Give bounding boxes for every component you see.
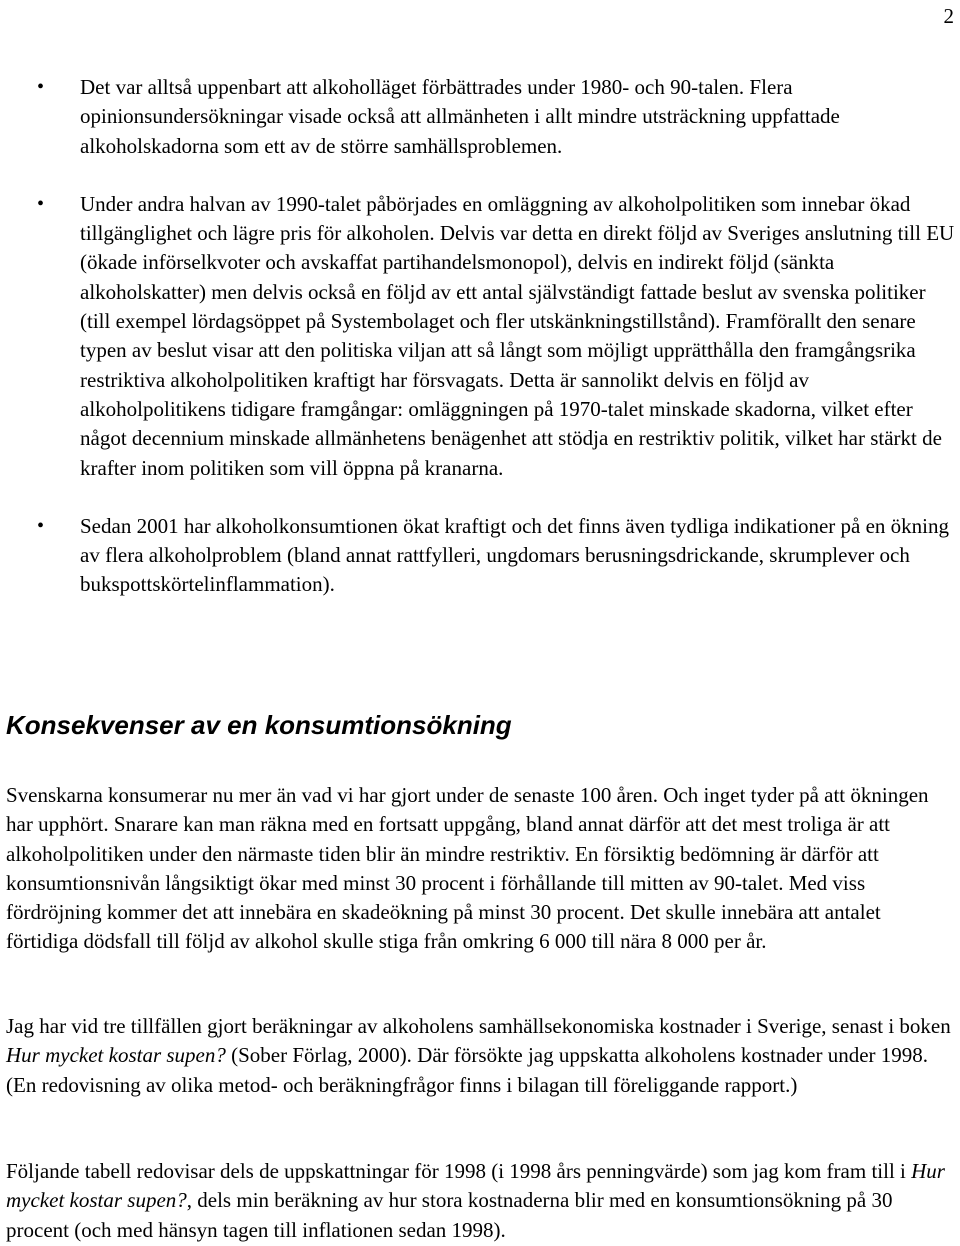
bullet-icon: • <box>37 76 45 98</box>
paragraph-calculations-text-after: (Sober Förlag, 2000). Där försökte jag uppskatta alkoholens kostnader under 1998. (En redovisning av olika metod- och beräkningfrågor finns i bilagan till föreliggande rapport.) <box>6 1043 929 1097</box>
bullet-icon: • <box>37 514 45 537</box>
book-title: Hur mycket kostar supen? <box>6 1159 945 1213</box>
paragraph-calculations <box>6 1012 956 1100</box>
bullet-text-1: Det var alltså uppenbart att alkoholläget förbättrades under 1980- och 90-talen. Flera opinionsundersökningar visade också att allmänheten i allt mindre utsträckning uppfattade alkoholskadorna som ett av de större samhällsproblemen. <box>80 75 840 158</box>
paragraph-table-intro-text-before: Följande tabell redovisar dels de uppskattningar för 1998 (i 1998 års penningvärde) som jag kom fram till i <box>6 1159 912 1183</box>
bullet-item-3 <box>0 512 960 600</box>
book-title: Hur mycket kostar supen? <box>6 1043 226 1068</box>
bullet-text-2: Under andra halvan av 1990-talet påbörjades en omläggning av alkoholpolitiken som innebar ökad tillgänglighet och lägre pris för alkoholen. Delvis var detta en direkt följd av Sveriges anslutning till EU (ökade införselkvoter och avskaffat partihandelsmonopol), delvis en indirekt följd (sänkta alkoholskatter) men delvis också en följd av ett antal självständigt fattade beslut av svenska politiker (till exempel lördagsöppet på Systembolaget och fler utskänkningstillstånd). Framförallt den senare typen av beslut visar att den politiska viljan att så långt som möjligt upprätthålla den framgångsrika restriktiva alkoholpolitiken kraftigt har försvagats. Detta är sannolikt delvis en följd av alkoholpolitikens tidigare framgångar: omläggningen på 1970-talet minskade skadorna, vilket efter något decennium minskade allmänhetens benägenhet att stödja en restriktiv politik, vilket har stärkt de krafter inom politiken som vill öppna på kranarna. <box>80 191 955 480</box>
paragraph-calculations-text-before: Jag har vid tre tillfällen gjort beräkningar av alkoholens samhällsekonomiska kostnader i Sverige, senast i boken <box>6 1014 951 1038</box>
paragraph-table-intro-text-after: , dels min beräkning av hur stora kostnaderna blir med en konsumtionsökning på 30 procent (och med hänsyn tagen till inflationen sedan 1998). <box>6 1188 893 1242</box>
paragraph-table-intro <box>6 1157 956 1245</box>
section-heading: Konsekvenser av en konsumtionsökning <box>6 710 512 740</box>
paragraph-consumption: Svenskarna konsumerar nu mer än vad vi har gjort under de senaste 100 åren. Och inget tyder på att ökningen har upphört. Snarare kan man räkna med en fortsatt uppgång, bland annat därför att det mest troliga är att alkoholpolitiken under den närmaste tiden blir än mindre restriktiv. En försiktig bedömning är därför att konsumtionsnivån långsiktigt ökar med minst 30 procent i förhållande till mitten av 90-talet. Med viss fördröjning kommer det att innebära en skadeökning på minst 30 procent. Det skulle innebära att antalet förtidiga dödsfall till följd av alkohol skulle stiga från omkring 6 000 till nära 8 000 per år. <box>6 783 929 954</box>
page-number: 2 <box>943 4 954 28</box>
bullet-list <box>0 73 960 600</box>
bullet-icon: • <box>37 192 45 215</box>
bullet-text-3: Sedan 2001 har alkoholkonsumtionen ökat kraftigt och det finns även tydliga indikationer på en ökning av flera alkoholproblem (bland annat rattfylleri, ungdomars berusningsdrickande, skrumplever och bukspottskörtelinflammation). <box>80 513 949 597</box>
bullet-item-2 <box>0 190 960 483</box>
bullet-item-1 <box>0 73 960 161</box>
